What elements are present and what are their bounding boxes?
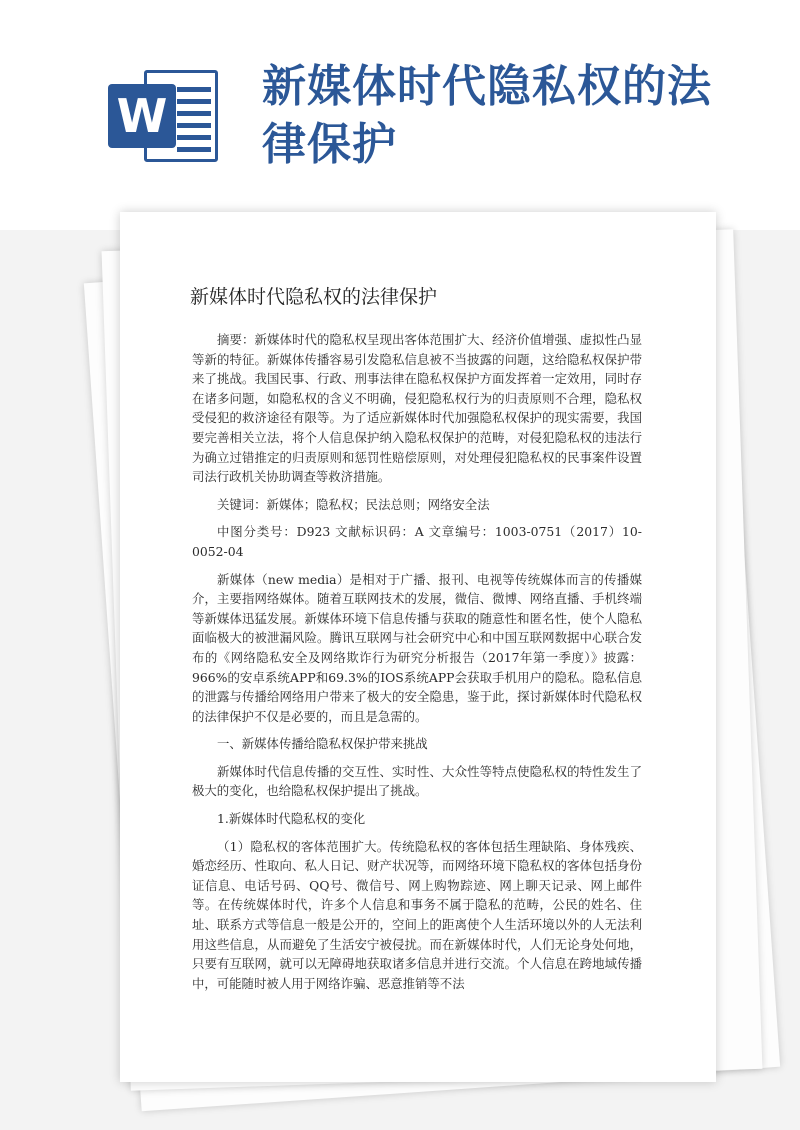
banner-title: 新媒体时代隐私权的法律保护 [262, 61, 712, 170]
keywords-line: 关键词：新媒体；隐私权；民法总则；网络安全法 [217, 496, 490, 512]
intro-paragraph: 新媒体（new media）是相对于广播、报刊、电视等传统媒体而言的传播媒介，主要指网络媒体。随着互联网技术的发展，微信、微博、网络直播、手机终端等新媒体迅猛发展。新媒体环境下信息传播与获取的随意性和匿名性，使个人隐私面临极大的被泄漏风险。腾讯互联网与社会研究中心和中国互联网数据中心联合发布的《网络隐私安全及网络欺诈行为研究分析报告（2017年第一季度）》披露：966%的安卓系统APP和69.3%的IOS系统APP会获取手机用户的隐私。隐私信息的泄露与传播给网络用户带来了极大的安全隐患，鉴于此，探讨新媒体时代隐私权的法律保护不仅是必要的，而且是急需的。 [192, 571, 642, 724]
document-page [120, 212, 716, 1082]
word-document-icon [108, 70, 218, 162]
subsection-heading-1: 1.新媒体时代隐私权的变化 [217, 811, 366, 827]
header-band [0, 0, 800, 230]
body-paragraph: （1）隐私权的客体范围扩大。传统隐私权的客体包括生理缺陷、身体残疾、婚恋经历、性取向、私人日记、财产状况等，而网络环境下隐私权的客体包括身份证信息、电话号码、QQ号、微信号、网上购物踪迹、网上聊天记录、网上邮件等。在传统媒体时代，许多个人信息和事务不属于隐私的范畴，公民的姓名、住址、联系方式等信息一般是公开的，空间上的距离使个人生活环境以外的人无法利用这些信息，从而避免了生活安宁被侵扰。而在新媒体时代，人们无论身处何地，只要有互联网，就可以无障碍地获取诸多信息并进行交流。个人信息在跨地域传播中，可能随时被人用于网络诈骗、恶意推销等不法 [192, 838, 642, 991]
section-paragraph: 新媒体时代信息传播的交互性、实时性、大众性等特点使隐私权的特性发生了极大的变化，也给隐私权保护提出了挑战。 [192, 763, 642, 799]
abstract-paragraph: 摘要：新媒体时代的隐私权呈现出客体范围扩大、经济价值增强、虚拟性凸显等新的特征。新媒体传播容易引发隐私信息被不当披露的问题，这给隐私权保护带来了挑战。我国民事、行政、刑事法律在隐私权保护方面发挥着一定效用，同时存在诸多问题，如隐私权的含义不明确，侵犯隐私权行为的归责原则不合理，隐私权受侵犯的救济途径有限等。为了适应新媒体时代加强隐私权保护的现实需要，我国要完善相关立法，将个人信息保护纳入隐私权保护的范畴，对侵犯隐私权的违法行为确立过错推定的归责原则和惩罚性赔偿原则，对处理侵犯隐私权的民事案件设置司法行政机关协助调查等救济措施。 [192, 332, 642, 485]
word-badge: W [108, 84, 176, 148]
classification-line: 中图分类号：D923 文献标识码：A 文章编号：1003-0751（2017）10-0052-04 [192, 524, 642, 559]
document-title: 新媒体时代隐私权的法律保护 [190, 286, 438, 308]
document-body [192, 330, 642, 1001]
section-heading-1: 一、新媒体传播给隐私权保护带来挑战 [217, 736, 428, 752]
